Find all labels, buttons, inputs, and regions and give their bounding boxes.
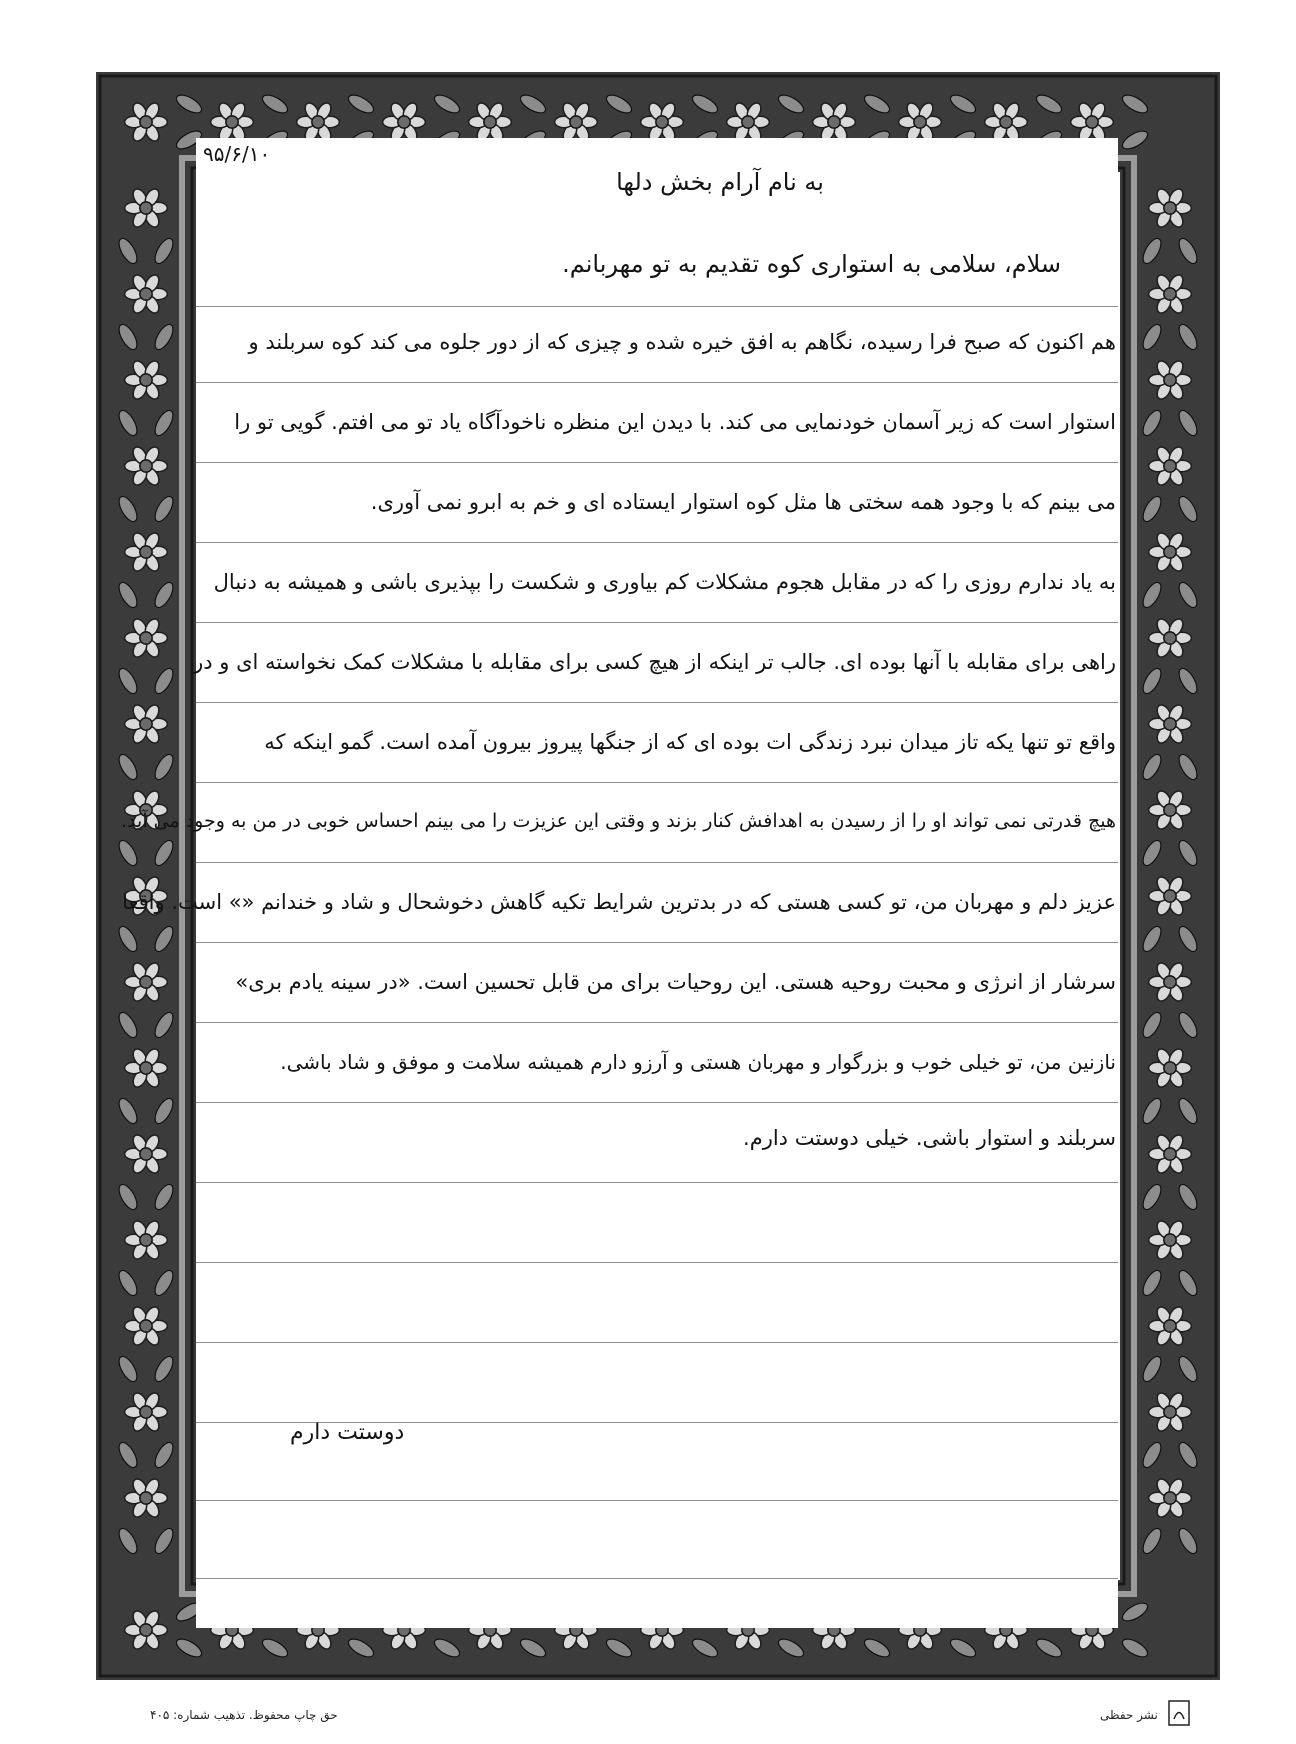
- ruled-line: [196, 462, 1118, 463]
- ruled-line: [196, 1262, 1118, 1263]
- ruled-line: [196, 306, 1118, 307]
- ruled-line: [196, 862, 1118, 863]
- ruled-line: [196, 1500, 1118, 1501]
- ruled-line: [196, 1182, 1118, 1183]
- letter-line: واقع تو تنها یکه تاز میدان نبرد زندگی ات بوده ای که از جنگها پیروز بیرون آمده است. گمو اینکه که: [264, 730, 1116, 754]
- letter-heading: به نام آرام بخش دلها: [616, 168, 824, 196]
- ruled-paper: [196, 138, 1118, 1628]
- ruled-line: [196, 702, 1118, 703]
- letter-date: ۹۵/۶/۱۰: [203, 142, 271, 166]
- copyright-note: حق چاپ محفوظ. تذهیب شماره: ۴۰۵: [150, 1708, 338, 1722]
- letter-line: سلام، سلامی به استواری کوه تقدیم به تو مهربانم.: [562, 250, 1061, 278]
- ruled-line: [196, 942, 1118, 943]
- letter-line: هیچ قدرتی نمی تواند او را از رسیدن به اهدافش کنار بزند و وقتی این عزیزت را می بینم احساس خوبی در من به وجود می آید.: [121, 810, 1116, 832]
- ruled-line: [196, 542, 1118, 543]
- ruled-line: [196, 382, 1118, 383]
- signature: دوستت دارم: [290, 1420, 405, 1445]
- ruled-line: [196, 782, 1118, 783]
- letter-line: راهی برای مقابله با آنها بوده ای. جالب تر اینکه از هیچ کسی برای مقابله با مشکلات کمک نخواسته ای و در: [193, 650, 1116, 674]
- letter-line: عزیز دلم و مهربان من، تو کسی هستی که در بدترین شرایط تکیه گاهش دخوشحال و شاد و خندانم «» است. واقعا: [122, 890, 1116, 914]
- letter-line: استوار است که زیر آسمان خودنمایی می کند. با دیدن این منظره ناخودآگاه یاد تو می افتم. گویی تو را: [234, 410, 1116, 434]
- publisher-name: نشر حفظی: [1100, 1708, 1158, 1722]
- letter-line: به یاد ندارم روزی را که در مقابل هجوم مشکلات کم بیاوری و شکست را بپذیری باشی و همیشه به دنبال: [213, 570, 1116, 594]
- ruled-line: [196, 1342, 1118, 1343]
- letter-line: نازنین من، تو خیلی خوب و بزرگوار و مهربان هستی و آرزو دارم همیشه سلامت و موفق و شاد باشی.: [280, 1050, 1116, 1074]
- letter-line: می بینم که با وجود همه سختی ها مثل کوه استوار ایستاده ای و خم به ابرو نمی آوری.: [370, 490, 1116, 514]
- ruled-line: [196, 1578, 1118, 1579]
- letter-line: سربلند و استوار باشی. خیلی دوستت دارم.: [743, 1126, 1116, 1150]
- ruled-line: [196, 1102, 1118, 1103]
- ruled-line: [196, 1022, 1118, 1023]
- publisher-logo: [1168, 1700, 1190, 1726]
- letter-line: هم اکنون که صبح فرا رسیده، نگاهم به افق خیره شده و چیزی که از دور جلوه می کند کوه سربلند و: [248, 330, 1116, 354]
- ruled-line: [196, 622, 1118, 623]
- letter-line: سرشار از انرژی و محبت روحیه هستی. این روحیات برای من قابل تحسین است. «در سینه یادم بری»: [235, 970, 1116, 994]
